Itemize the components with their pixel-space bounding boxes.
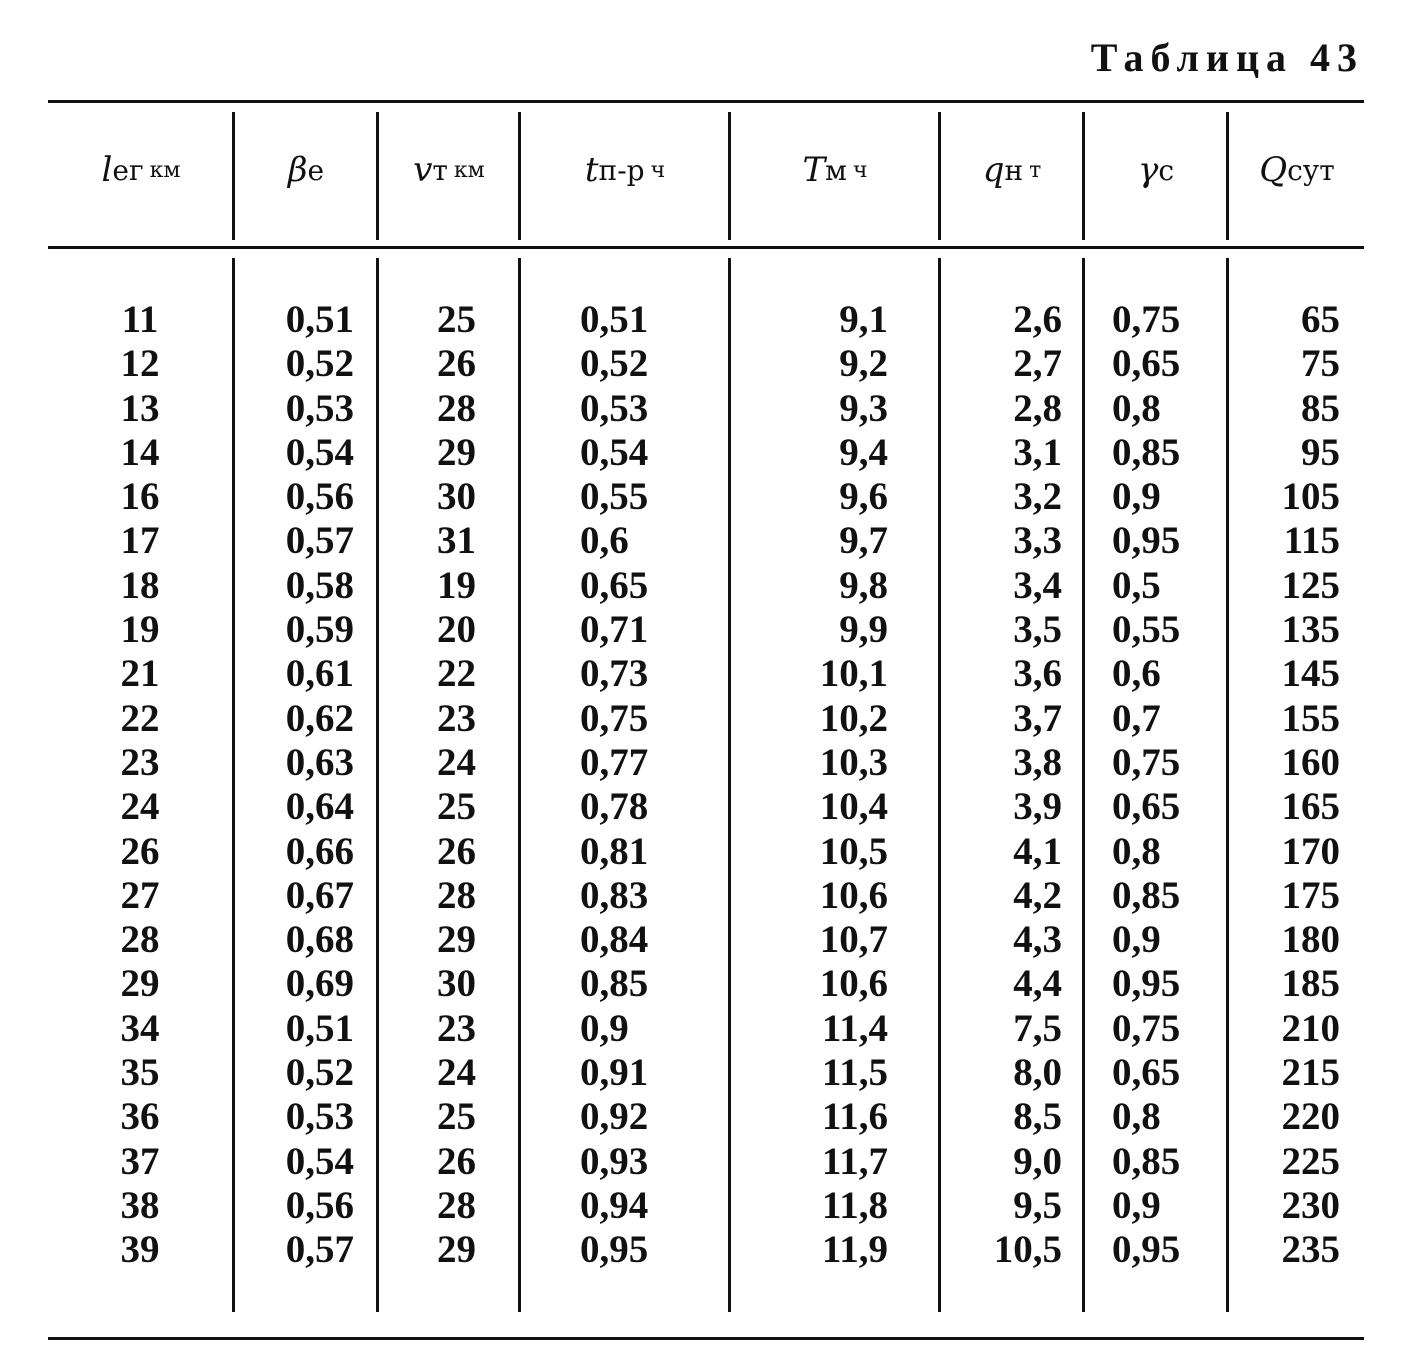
table-cell: 0,85 [1112, 1139, 1181, 1183]
header-l-eg: l ег км [101, 150, 181, 190]
table-cell: 26 [120, 829, 160, 873]
col-beta-e [254, 298, 354, 1273]
table-cell: 105 [1281, 475, 1340, 519]
table-cell: 9,2 [839, 342, 888, 386]
table-cell: 10,2 [819, 696, 888, 740]
table-cell: 0,95 [1112, 1228, 1181, 1272]
column-divider [376, 258, 379, 1312]
table-cell: 0,69 [285, 962, 354, 1006]
header-q-sut: Q сут [1259, 150, 1335, 190]
table-cell: 9,6 [839, 475, 888, 519]
table-cell: 11 [121, 298, 159, 341]
table-cell: 0,55 [580, 475, 649, 519]
table-cell: 27 [120, 873, 160, 917]
table-cell: 0,57 [285, 1228, 354, 1272]
table-cell: 0,93 [580, 1139, 649, 1183]
col-q-sut [1248, 298, 1340, 1273]
column-divider [1226, 258, 1229, 1312]
table-cell: 23 [437, 696, 476, 740]
table-cell: 10,6 [819, 962, 888, 1006]
table-cell: 24 [437, 1051, 476, 1095]
table-cell: 24 [120, 785, 160, 829]
table-cell: 0,62 [285, 696, 354, 740]
table-cell: 11,8 [821, 1183, 888, 1227]
table-cell: 0,68 [285, 918, 354, 962]
table-cell: 30 [437, 962, 476, 1006]
header-rule [48, 246, 1364, 249]
table-cell: 21 [120, 652, 160, 696]
table-cell: 0,61 [285, 652, 354, 696]
table-cell: 29 [120, 962, 160, 1006]
table-cell: 11,9 [821, 1228, 888, 1272]
table-cell: 25 [437, 785, 476, 829]
table-cell: 14 [120, 430, 160, 474]
table-cell: 3,9 [1013, 785, 1062, 829]
table-cell: 0,54 [285, 1139, 354, 1183]
table-cell: 0,51 [580, 298, 649, 341]
col-v-t [400, 298, 476, 1273]
col-t-m [780, 298, 888, 1273]
table-cell: 225 [1281, 1139, 1340, 1183]
table-cell: 3,1 [1013, 430, 1062, 474]
table-cell: 0,5 [1112, 563, 1161, 607]
table-cell: 0,9 [1112, 475, 1161, 519]
table-cell: 95 [1301, 430, 1340, 474]
table-cell: 0,54 [285, 430, 354, 474]
table-cell: 0,8 [1112, 1095, 1161, 1139]
table-cell: 29 [437, 430, 476, 474]
table-cell: 0,64 [285, 785, 354, 829]
table-cell: 12 [120, 342, 160, 386]
table-cell: 4,2 [1013, 873, 1062, 917]
col-q-n [960, 298, 1062, 1273]
table-cell: 10,4 [819, 785, 888, 829]
table-cell: 0,59 [285, 608, 354, 652]
table-cell: 34 [120, 1006, 160, 1050]
table-cell: 37 [120, 1139, 160, 1183]
table-cell: 160 [1281, 740, 1340, 784]
table-cell: 2,8 [1013, 386, 1062, 430]
table-cell: 36 [120, 1095, 160, 1139]
table-cell: 0,63 [285, 740, 354, 784]
table-cell: 0,9 [1112, 918, 1161, 962]
table-cell: 11,6 [821, 1095, 888, 1139]
table-cell: 0,95 [580, 1228, 649, 1272]
table-cell: 0,7 [1112, 696, 1161, 740]
table-cell: 0,75 [580, 696, 649, 740]
table-cell: 135 [1281, 608, 1340, 652]
table-cell: 0,56 [285, 1183, 354, 1227]
table-cell: 0,78 [580, 785, 649, 829]
table-cell: 0,95 [1112, 962, 1181, 1006]
table-cell: 9,7 [839, 519, 888, 563]
table-cell: 26 [437, 342, 476, 386]
table-cell: 0,53 [580, 386, 649, 430]
col-t-pr [580, 298, 680, 1273]
table-cell: 0,56 [285, 475, 354, 519]
table-cell: 29 [437, 918, 476, 962]
table-cell: 19 [437, 563, 476, 607]
bottom-rule [48, 1337, 1364, 1340]
table-cell: 0,91 [580, 1051, 649, 1095]
table-cell: 0,51 [285, 298, 354, 341]
table-cell: 0,52 [580, 342, 649, 386]
table-cell: 0,9 [1112, 1183, 1161, 1227]
table-cell: 11,5 [821, 1051, 888, 1095]
column-divider [1082, 258, 1085, 1312]
table-cell: 2,6 [1013, 298, 1062, 341]
table-cell: 18 [120, 563, 160, 607]
header-t-pr: t п-р ч [584, 150, 666, 190]
table-cell: 220 [1281, 1095, 1340, 1139]
table-cell: 0,52 [285, 342, 354, 386]
table-cell: 23 [120, 740, 160, 784]
table-cell: 39 [120, 1228, 160, 1272]
table-cell: 0,85 [1112, 430, 1181, 474]
table-cell: 10,5 [819, 829, 888, 873]
table-cell: 10,6 [819, 873, 888, 917]
table-cell: 11,4 [821, 1006, 888, 1050]
table-cell: 0,77 [580, 740, 649, 784]
table-cell: 125 [1281, 563, 1340, 607]
column-divider [232, 258, 235, 1312]
table-cell: 38 [120, 1183, 160, 1227]
table-cell: 0,65 [580, 563, 649, 607]
column-divider [938, 258, 941, 1312]
table-cell: 9,4 [839, 430, 888, 474]
table-cell: 115 [1283, 519, 1340, 563]
table-cell: 9,8 [839, 563, 888, 607]
table-cell: 16 [120, 475, 160, 519]
table-cell: 0,95 [1112, 519, 1181, 563]
table-cell: 0,6 [580, 519, 629, 563]
table-caption: Таблица 43 [1090, 35, 1364, 80]
table-cell: 0,66 [285, 829, 354, 873]
table-cell: 85 [1301, 386, 1340, 430]
table-cell: 11,7 [821, 1139, 888, 1183]
table-cell: 0,67 [285, 873, 354, 917]
table-cell: 0,6 [1112, 652, 1161, 696]
table-cell: 26 [437, 829, 476, 873]
table-cell: 210 [1281, 1006, 1340, 1050]
table-cell: 0,53 [285, 386, 354, 430]
table-cell: 22 [437, 652, 476, 696]
table-cell: 35 [120, 1051, 160, 1095]
table-cell: 3,7 [1013, 696, 1062, 740]
column-divider [728, 258, 731, 1312]
table-cell: 9,1 [839, 298, 888, 341]
table-cell: 10,3 [819, 740, 888, 784]
table-cell: 0,83 [580, 873, 649, 917]
table-cell: 9,5 [1013, 1183, 1062, 1227]
table-cell: 185 [1281, 962, 1340, 1006]
table-cell: 215 [1281, 1051, 1340, 1095]
table-cell: 28 [437, 1183, 476, 1227]
table-cell: 0,52 [285, 1051, 354, 1095]
table-cell: 28 [120, 918, 160, 962]
table-cell: 3,6 [1013, 652, 1062, 696]
table-cell: 9,0 [1013, 1139, 1062, 1183]
table-cell: 17 [120, 519, 160, 563]
column-divider [1226, 112, 1229, 240]
table-cell: 0,84 [580, 918, 649, 962]
header-q-n: q н т [982, 150, 1042, 190]
table-cell: 235 [1281, 1228, 1340, 1272]
column-divider [376, 112, 379, 240]
table-cell: 0,81 [580, 829, 649, 873]
table-cell: 28 [437, 386, 476, 430]
header-t-m: T м ч [802, 150, 868, 190]
table-cell: 165 [1281, 785, 1340, 829]
table-cell: 155 [1281, 696, 1340, 740]
table-cell: 230 [1281, 1183, 1340, 1227]
table-cell: 0,8 [1112, 386, 1161, 430]
table-cell: 7,5 [1013, 1006, 1062, 1050]
table-cell: 8,5 [1013, 1095, 1062, 1139]
table-cell: 65 [1301, 298, 1340, 341]
table-cell: 3,3 [1013, 519, 1062, 563]
header-gamma-c: γ с [1137, 150, 1174, 190]
table-cell: 31 [437, 519, 476, 563]
column-divider [518, 112, 521, 240]
table-cell: 24 [437, 740, 476, 784]
table-cell: 0,58 [285, 563, 354, 607]
table-cell: 0,73 [580, 652, 649, 696]
table-cell: 19 [120, 608, 160, 652]
table-cell: 9,3 [839, 386, 888, 430]
table-cell: 4,1 [1013, 829, 1062, 873]
table-cell: 13 [120, 386, 160, 430]
table-cell: 22 [120, 696, 160, 740]
table-cell: 25 [437, 1095, 476, 1139]
table-cell: 0,8 [1112, 829, 1161, 873]
table-cell: 25 [437, 298, 476, 341]
table-cell: 0,55 [1112, 608, 1181, 652]
table-cell: 170 [1281, 829, 1340, 873]
table-cell: 0,65 [1112, 1051, 1181, 1095]
table-cell: 0,85 [580, 962, 649, 1006]
table-cell: 0,75 [1112, 740, 1181, 784]
top-rule [48, 100, 1364, 103]
table-cell: 3,5 [1013, 608, 1062, 652]
table-cell: 0,9 [580, 1006, 629, 1050]
table-cell: 3,2 [1013, 475, 1062, 519]
table-cell: 8,0 [1013, 1051, 1062, 1095]
table-cell: 10,5 [993, 1228, 1062, 1272]
header-beta-e: β е [287, 150, 325, 190]
header-v-t: v т км [413, 150, 485, 190]
table-cell: 3,4 [1013, 563, 1062, 607]
table-cell: 0,71 [580, 608, 649, 652]
table-cell: 0,75 [1112, 298, 1181, 341]
table-cell: 23 [437, 1006, 476, 1050]
table-cell: 10,1 [819, 652, 888, 696]
table-cell: 180 [1281, 918, 1340, 962]
table-cell: 0,53 [285, 1095, 354, 1139]
table-cell: 75 [1301, 342, 1340, 386]
column-divider [728, 112, 731, 240]
table-cell: 0,57 [285, 519, 354, 563]
column-divider [938, 112, 941, 240]
table-cell: 0,65 [1112, 785, 1181, 829]
table-cell: 0,92 [580, 1095, 649, 1139]
col-gamma-c [1112, 298, 1212, 1273]
table-cell: 20 [437, 608, 476, 652]
table-cell: 2,7 [1013, 342, 1062, 386]
column-divider [518, 258, 521, 1312]
table-cell: 0,65 [1112, 342, 1181, 386]
table-cell: 30 [437, 475, 476, 519]
table-cell: 3,8 [1013, 740, 1062, 784]
table-cell: 0,94 [580, 1183, 649, 1227]
table-cell: 0,85 [1112, 873, 1181, 917]
col-l-eg [90, 298, 190, 1273]
table-cell: 26 [437, 1139, 476, 1183]
table-cell: 0,54 [580, 430, 649, 474]
table-cell: 28 [437, 873, 476, 917]
table-cell: 4,4 [1013, 962, 1062, 1006]
table-cell: 175 [1281, 873, 1340, 917]
column-divider [232, 112, 235, 240]
table-cell: 29 [437, 1228, 476, 1272]
table-cell: 9,9 [839, 608, 888, 652]
table-cell: 0,75 [1112, 1006, 1181, 1050]
column-divider [1082, 112, 1085, 240]
table-cell: 4,3 [1013, 918, 1062, 962]
table-cell: 145 [1281, 652, 1340, 696]
table-cell: 0,51 [285, 1006, 354, 1050]
table-cell: 10,7 [819, 918, 888, 962]
